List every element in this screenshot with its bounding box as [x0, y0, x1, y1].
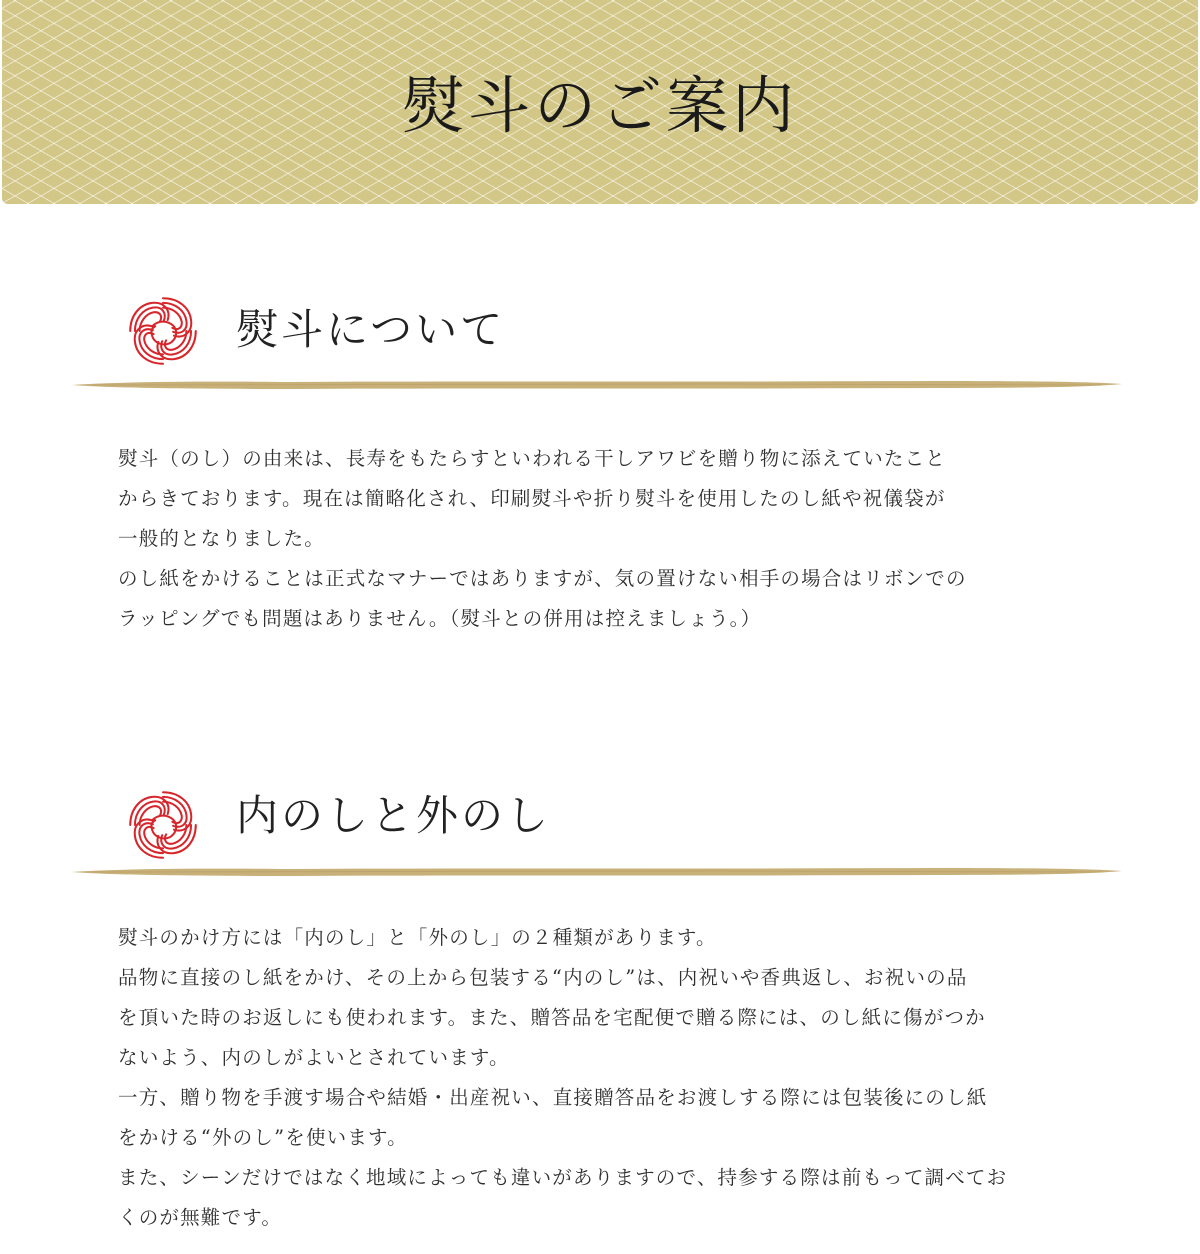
section-title: 熨斗について: [236, 305, 506, 354]
body-line: を頂いた時のお返しにも使われます。また、贈答品を宅配便で贈る際には、のし紙に傷がつか: [118, 1006, 986, 1029]
body-line: 品物に直接のし紙をかけ、その上から包装する“内のし”は、内祝いや香典返し、お祝いの品: [118, 966, 968, 989]
section-title: 内のしと外のし: [236, 791, 552, 840]
page-banner: [2, 0, 1198, 204]
body-line: のし紙をかけることは正式なマナーではありますが、気の置けない相手の場合はリボンでの: [118, 567, 967, 590]
body-line: 熨斗（のし）の由来は、長寿をもたらすといわれる干しアワビを贈り物に添えていたこと: [118, 447, 947, 470]
body-line: くのが無難です。: [118, 1206, 283, 1229]
body-line: また、シーンだけではなく地域によっても違いがありますので、持参する際は前もって調べてお: [118, 1166, 1008, 1189]
body-line: ないよう、内のしがよいとされています。: [118, 1046, 510, 1069]
body-line: 熨斗のかけ方には「内のし」と「外のし」の２種類があります。: [118, 926, 717, 949]
body-line: をかける“外のし”を使います。: [118, 1126, 408, 1149]
body-line: 一般的となりました。: [118, 527, 326, 550]
brush-divider: [72, 866, 1122, 878]
brush-divider: [72, 379, 1122, 391]
section-header-uchinoshi-sotonoshi: [0, 766, 1200, 886]
section-body-uchinoshi-sotonoshi: [118, 918, 1098, 1238]
section-header-about-noshi: [0, 280, 1200, 400]
page-title: 熨斗のご案内: [401, 69, 798, 142]
body-line: ラッピングでも問題はありません。（熨斗との併用は控えましょう。）: [118, 607, 762, 630]
body-line: 一方、贈り物を手渡す場合や結婚・出産祝い、直接贈答品をお渡しする際には包装後にのし紙: [118, 1086, 988, 1109]
mizuhiki-knot-icon: [124, 786, 202, 864]
mizuhiki-knot-icon: [124, 292, 202, 370]
body-line: からきております。現在は簡略化され、印刷熨斗や折り熨斗を使用したのし紙や祝儀袋が: [118, 487, 946, 510]
section-body-about-noshi: [118, 439, 1098, 639]
